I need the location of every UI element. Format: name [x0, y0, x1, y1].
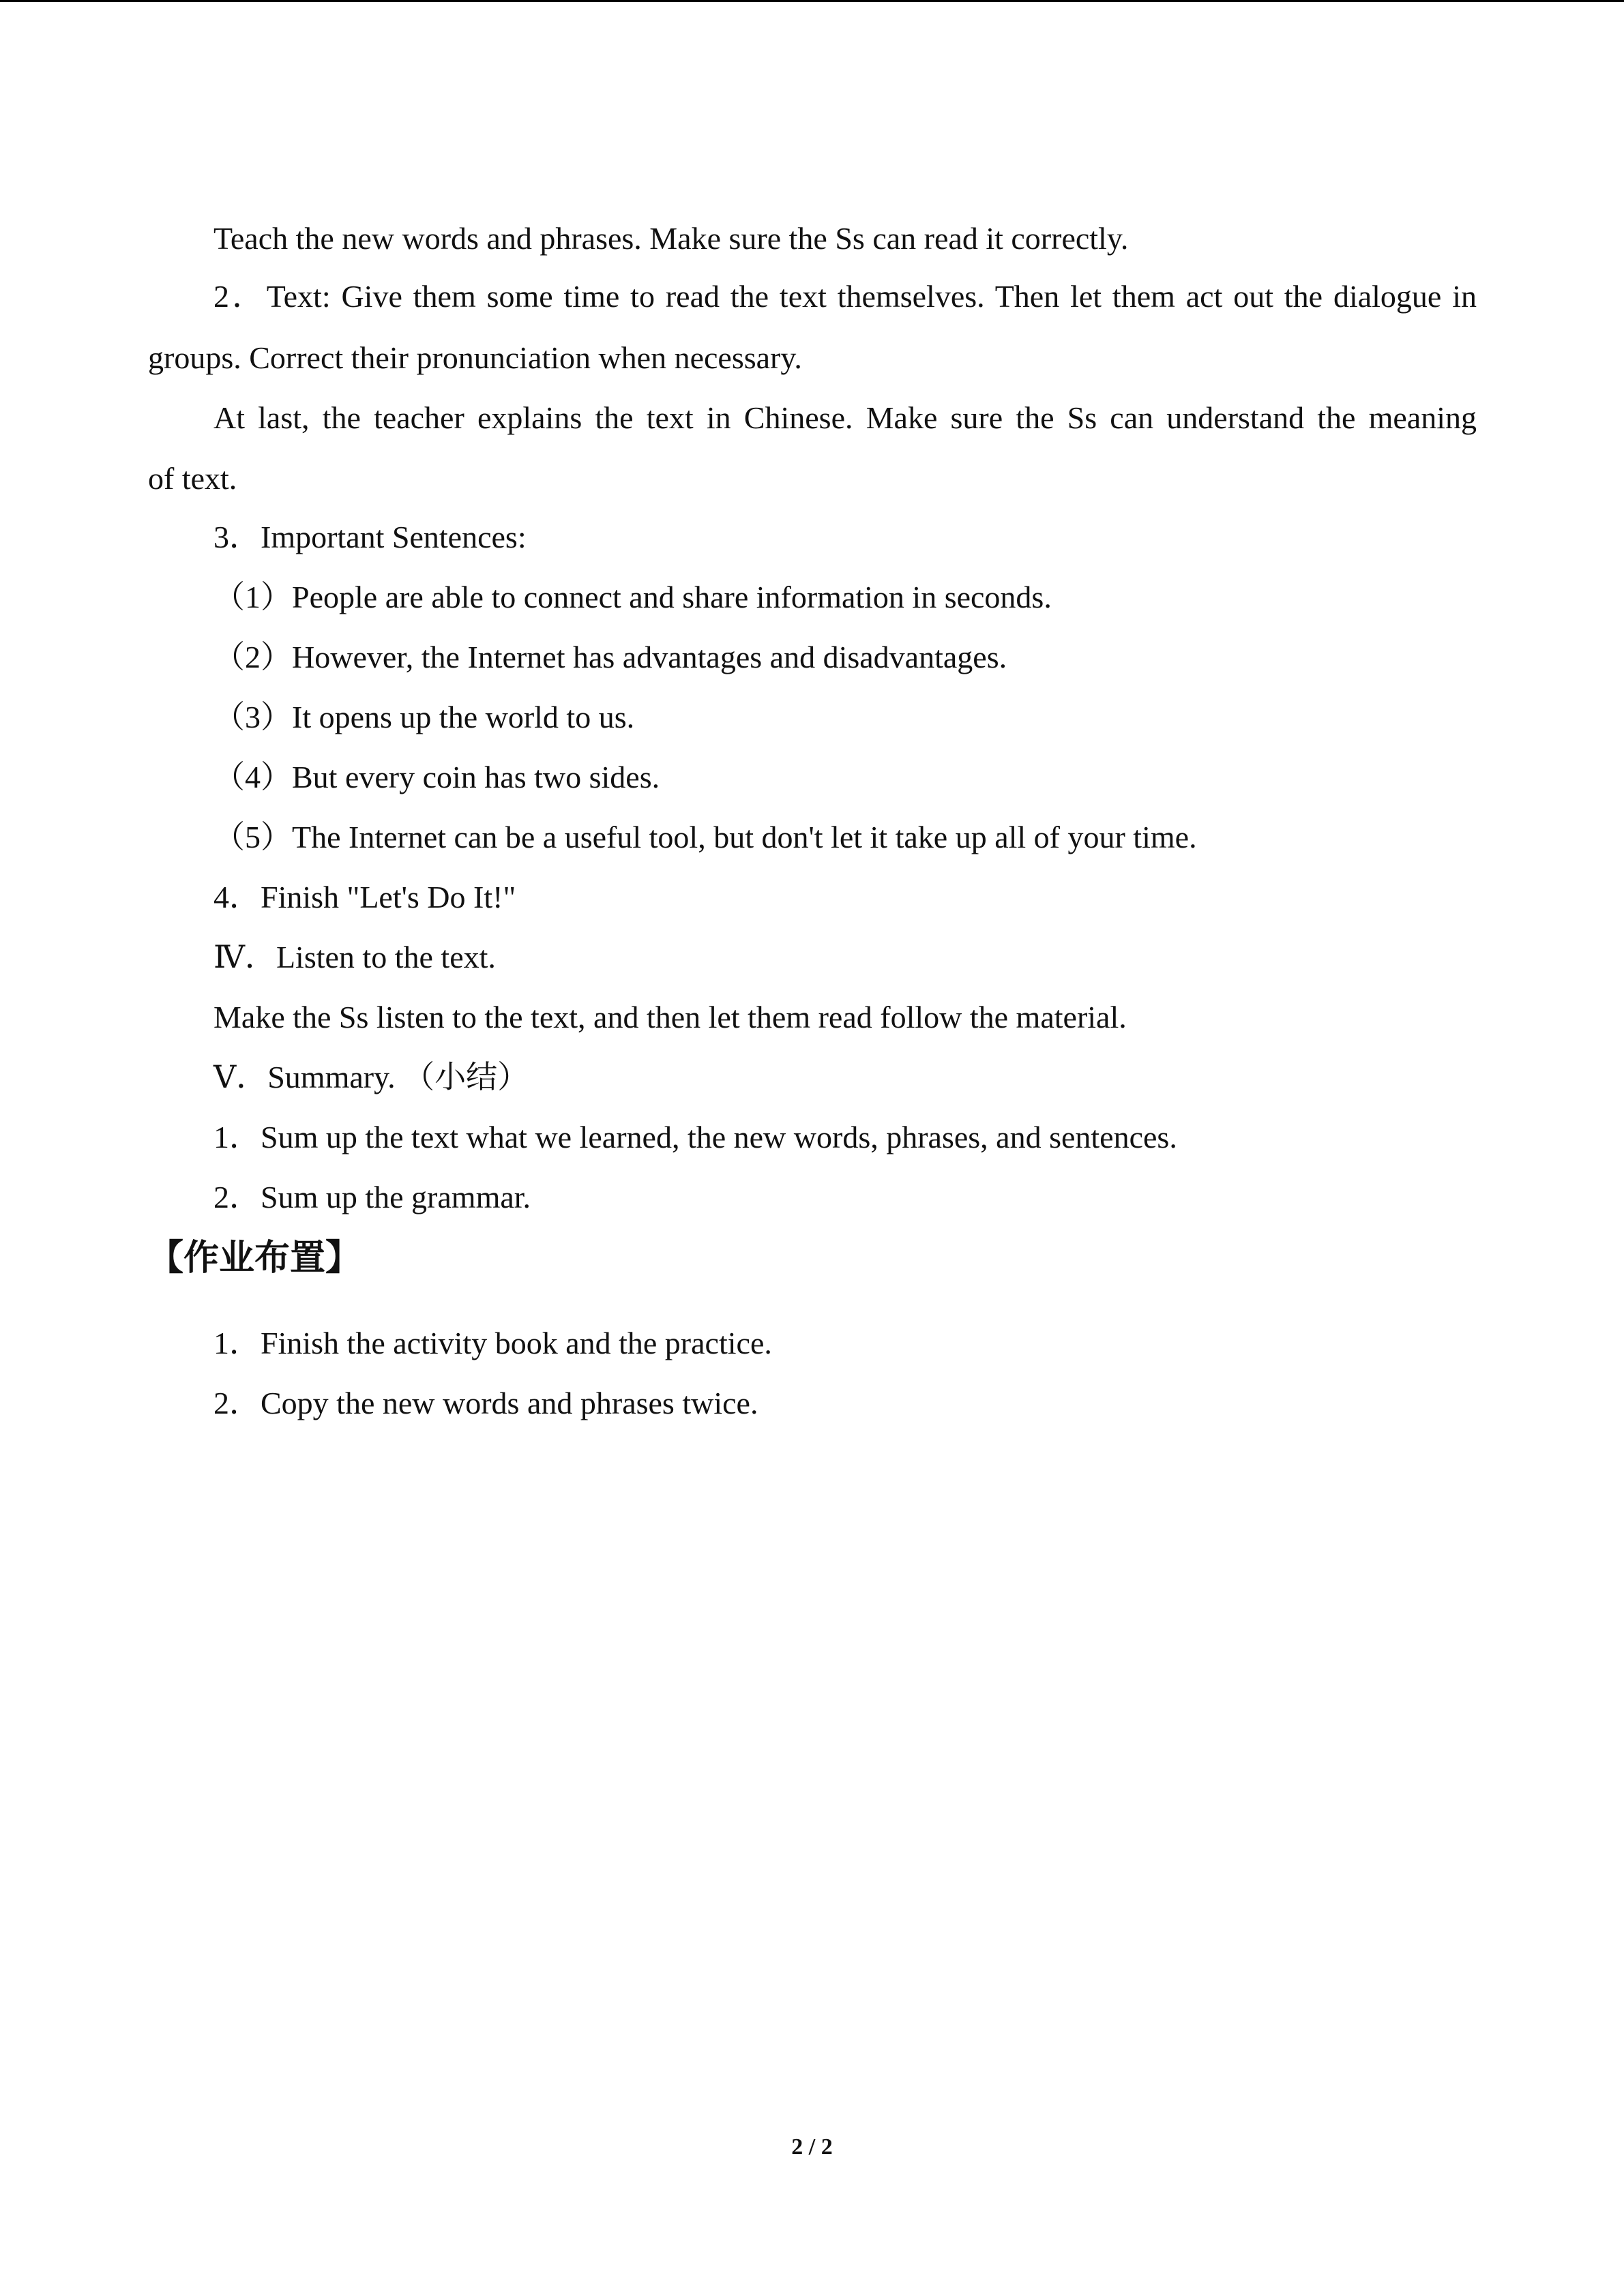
explain-line-1: At last, the teacher explains the text in Chinese. Make sure the Ss can understand the meaning [213, 400, 1477, 435]
homework-heading: 【作业布置】 [148, 1238, 361, 1279]
sentence-1: （1）People are able to connect and share information in seconds. [213, 580, 1052, 614]
summary-item-1: 1．Sum up the text what we learned, the new words, phrases, and sentences. [213, 1120, 1177, 1154]
teach-words-line: Teach the new words and phrases. Make sure the Ss can read it correctly. [213, 221, 1129, 256]
top-border-rule [0, 0, 1624, 2]
summary-section-heading: Ⅴ．Summary. （小结） [213, 1060, 529, 1094]
sentence-5: （5）The Internet can be a useful tool, but don't let it take up all of your time. [213, 820, 1197, 854]
listen-section-heading: Ⅳ．Listen to the text. [213, 940, 496, 974]
explain-line-2: of text. [148, 461, 237, 496]
homework-item-1: 1．Finish the activity book and the practice. [213, 1326, 772, 1360]
listen-section-detail: Make the Ss listen to the text, and then let them read follow the material. [213, 1000, 1127, 1034]
homework-item-2: 2．Copy the new words and phrases twice. [213, 1386, 758, 1420]
finish-lets-do-it: 4．Finish "Let's Do It!" [213, 880, 516, 914]
sentence-4: （4）But every coin has two sides. [213, 760, 660, 794]
text-step-line-1: 2．Text: Give them some time to read the text themselves. Then let them act out the dialogue in [213, 279, 1477, 314]
page-number: 2 / 2 [791, 2134, 833, 2160]
important-sentences-label: 3．Important Sentences: [213, 520, 527, 554]
text-step-line-2: groups. Correct their pronunciation when necessary. [148, 340, 802, 375]
sentence-3: （3）It opens up the world to us. [213, 700, 635, 734]
sentence-2: （2）However, the Internet has advantages and disadvantages. [213, 640, 1007, 674]
summary-item-2: 2．Sum up the grammar. [213, 1180, 531, 1214]
